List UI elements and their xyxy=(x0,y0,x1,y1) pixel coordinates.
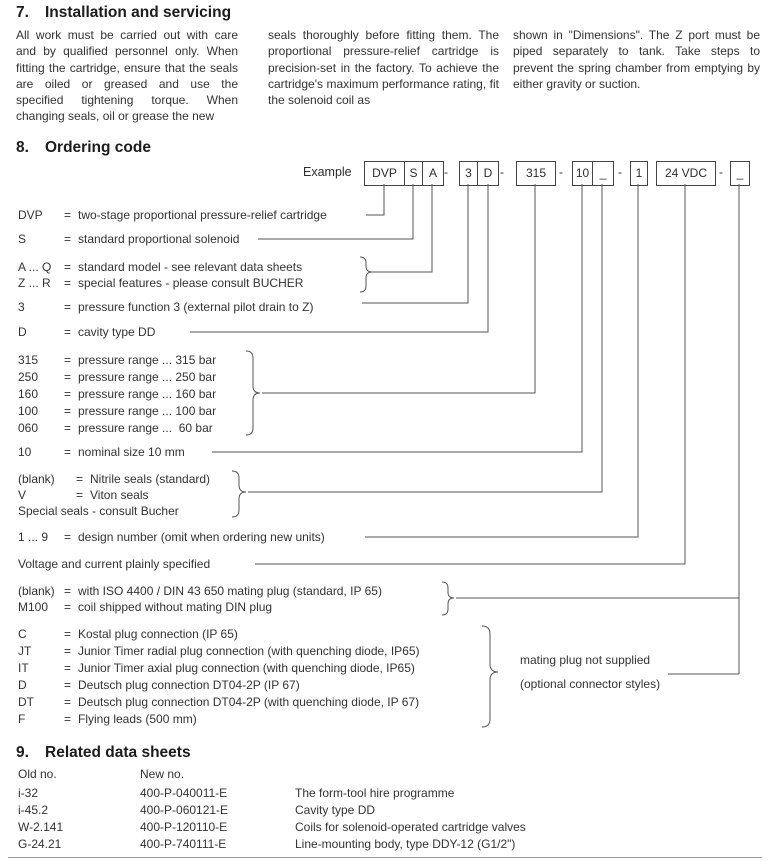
order-row-aq: A ... Q = standard model - see relevant data sheets xyxy=(18,260,303,274)
order-row-m100: M100 = coil shipped without mating DIN plug xyxy=(18,600,273,614)
code-separator-2: - xyxy=(500,165,504,179)
order-row-iso-plug: (blank) = with ISO 4400 / DIN 43 650 mating plug (standard, IP 65) xyxy=(18,584,382,598)
order-row-315: 315 = pressure range ... 315 bar xyxy=(18,353,217,367)
order-row-10: 10 = nominal size 10 mm xyxy=(18,445,185,459)
mating-plug-note-line1: mating plug not supplied xyxy=(520,653,651,667)
section8-heading xyxy=(16,139,151,157)
order-row-250: 250 = pressure range ... 250 bar xyxy=(18,370,217,384)
code-box-dvp: DVP xyxy=(365,162,405,185)
section7-column-3: shown in "Dimensions". The Z port must be piped separately to tank. Take steps to prevent the spring chamber from emptying by either gravity or suction. xyxy=(513,28,760,91)
code-box-design: 1 xyxy=(635,166,643,180)
section7-column-2: seals thoroughly before fitting them. The proportional pressure-relief cartridge is precision-set in the factory. To achieve the cartridge's maximum performance rating, fit the solenoid coil as xyxy=(268,28,499,108)
section9-heading xyxy=(16,744,191,762)
order-row-deutsch: D = Deutsch plug connection DT04-2P (IP 67) xyxy=(18,678,300,692)
section8-number: 8. xyxy=(16,139,29,156)
mating-plug-note-line2: (optional connector styles) xyxy=(520,677,661,691)
code-box-3: 3 xyxy=(460,162,478,185)
code-separator-5: - xyxy=(719,165,723,179)
section7-number: 7. xyxy=(16,4,29,21)
code-box-plug: _ xyxy=(736,166,744,180)
order-row-f: F = Flying leads (500 mm) xyxy=(18,712,197,726)
section7-title: Installation and servicing xyxy=(45,4,232,21)
section9-title: Related data sheets xyxy=(45,744,191,761)
code-box-s: S xyxy=(405,162,423,185)
section7-heading xyxy=(16,4,231,22)
code-box-voltage: 24 VDC xyxy=(664,166,708,180)
order-row-special-seals: Special seals - consult Bucher xyxy=(18,504,179,518)
code-box-group-1 xyxy=(364,161,444,186)
col-header-new-no: New no. xyxy=(140,767,185,781)
order-row-3: 3 = pressure function 3 (external pilot drain to Z) xyxy=(18,300,314,314)
order-row-c: C = Kostal plug connection (IP 65) xyxy=(18,627,238,641)
section8-title: Ordering code xyxy=(45,139,151,156)
order-row-160: 160 = pressure range ... 160 bar xyxy=(18,387,217,401)
order-row-060: 060 = pressure range ... 60 bar xyxy=(18,421,213,435)
code-box-group-2 xyxy=(459,161,499,186)
order-row-nitrile: (blank) = Nitrile seals (standard) xyxy=(18,472,211,486)
order-row-zr: Z ... R = special features - please consult BUCHER xyxy=(18,276,304,290)
code-box-group-5 xyxy=(630,161,648,186)
order-row-jt: JT = Junior Timer radial plug connection (with quenching diode, IP65) xyxy=(18,644,420,658)
code-box-10: 10 xyxy=(573,162,593,185)
order-row-dt: DT = Deutsch plug connection DT04-2P (with quenching diode, IP 67) xyxy=(18,695,420,709)
order-row-design-number: 1 ... 9 = design number (omit when ordering new units) xyxy=(18,530,325,544)
datasheet-page: 7. Installation and servicing All work must be carried out with care and by qualified personnel only. When fitting the cartridge, ensure that the seals are oiled or greased and use the specified tightening torque. When changing seals, oil or grease the new seals thoroughly before fitting them. The proportional pressure-relief cartridge is precision-set in the factory. To achieve the cartridge's maximum performance rating, fit the solenoid coil as shown in "Dimensions". The Z port must be piped separately to tank. Take steps to prevent the spring chamber from emptying by either gravity or suction. 8. Ordering code Example DVP S A - 3 D - 315 - 10 _ - 1 24 VDC - _ DVP = two-stage proportional pressure-relief cartridge S = standard proportional solenoid A ... Q = standard model - see relevant data sheets Z ... R = special features - please consult BUCHER 3 = pressure function 3 (external pilot drain to Z) D = cavity type DD 315 = pressure range ... 315 bar 250 = pressure range ... 250 bar 160 = pressure range ... 160 bar 100 = pressure range ... 100 bar 060 = pressure range ... 60 bar 10 = nominal size 10 mm (blank) = Nitrile seals (standard) V = Viton seals Special seals - consult Bucher 1 ... 9 = design number (omit when ordering new units) Voltage and current plainly specified (blank) = with ISO 4400 / DIN 43 650 mating plug (standard, IP 65) M100 = coil shipped without mating DIN plug C = Kostal plug connection (IP 65) JT = Junior Timer radial plug connection (with quenching diode, IP65) IT = Junior Timer axial plug connection (with quenching diode, IP65) D = Deutsch plug connection DT04-2P (IP 67) DT = Deutsch plug connection DT04-2P (with quenching diode, IP 67) F = Flying leads (500 mm) mating plug not supplied (optional connector styles) 9. Related data sheets Old no. New no. i-32 400-P-040011-E The form-tool hire programme i-45.2 400-P-060121-E Cavity type DD W-2.141 400-P-120110-E Coils for solenoid-operated cartridge valves G-24.21 400-P-740111-E Line-mounting body, type DDY-12 (G1/2") xyxy=(0,0,770,861)
col-header-old-no: Old no. xyxy=(18,767,57,781)
code-box-group-4 xyxy=(572,161,614,186)
code-box-seal: _ xyxy=(599,166,607,180)
code-separator-4: - xyxy=(618,165,622,179)
code-box-a: A xyxy=(428,166,437,180)
code-box-d: D xyxy=(483,166,493,180)
section7-column-1: All work must be carried out with care and by qualified personnel only. When fitting the cartridge, ensure that the seals are oiled or greased and use the specified tightening torque. When changing seals, oil or grease the new xyxy=(16,28,238,124)
code-box-group-3 xyxy=(516,161,556,186)
order-row-100: 100 = pressure range ... 100 bar xyxy=(18,404,217,418)
order-row-dvp: DVP = two-stage proportional pressure-relief cartridge xyxy=(18,208,327,222)
code-separator-1: - xyxy=(444,165,448,179)
order-row-viton: V = Viton seals xyxy=(18,488,149,502)
order-row-s: S = standard proportional solenoid xyxy=(18,232,240,246)
section9-number: 9. xyxy=(16,744,29,761)
example-label: Example xyxy=(303,165,352,179)
order-row-d: D = cavity type DD xyxy=(18,325,156,339)
order-row-voltage: Voltage and current plainly specified xyxy=(18,557,211,571)
bottom-rule xyxy=(8,857,762,858)
code-box-group-7 xyxy=(730,161,750,186)
code-separator-3: - xyxy=(559,165,563,179)
order-row-it: IT = Junior Timer axial plug connection (with quenching diode, IP65) xyxy=(18,661,415,675)
code-box-315: 315 xyxy=(525,166,547,180)
code-box-group-6 xyxy=(656,161,716,186)
